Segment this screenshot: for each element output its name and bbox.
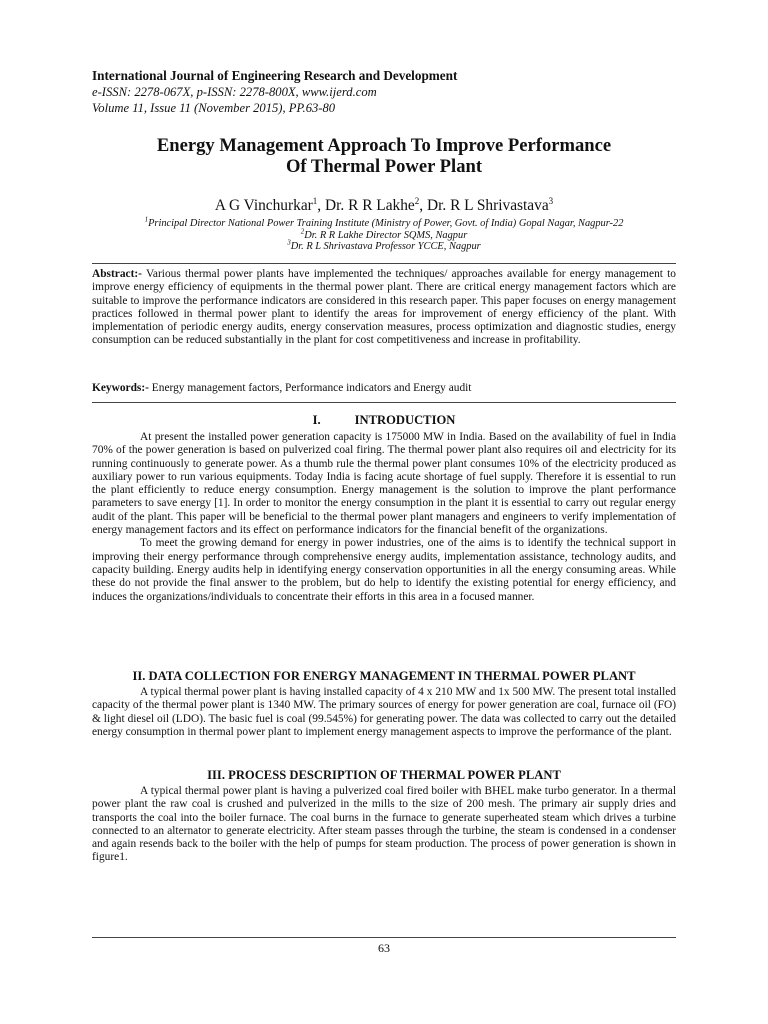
author-name: Dr. R L Shrivastava — [426, 197, 549, 214]
abstract-divider — [92, 402, 676, 403]
journal-name: International Journal of Engineering Research and Development — [92, 68, 458, 83]
keywords-text: Energy management factors, Performance indicators and Energy audit — [148, 382, 472, 394]
author-sup: 1 — [312, 195, 318, 206]
paper-title-line-2: Of Thermal Power Plant — [285, 156, 483, 177]
journal-header — [92, 68, 692, 116]
abstract-text: Various thermal power plants have implemented the techniques/ approaches available for energy management to improve energy efficiency of equipments in the thermal power plant. There are critical energy management factors which are suitable to improve the performance indicators are considered in this research paper. This paper focuses on energy management practices followed in thermal power plant to identify the areas for improvement of energy efficiency of the plant. With implementation of periodic energy audits, energy conservation measures, process optimization and diagnostic studies, energy consumption can be reduced substantially in the plant for cost competitiveness and increase in profitability. — [92, 268, 676, 347]
section-heading-introduction — [92, 413, 676, 428]
page-number: 63 — [378, 941, 390, 955]
affiliation-list — [92, 215, 676, 253]
affiliation-text: Dr. R L Shrivastava Professor YCCE, Nagpur — [290, 241, 481, 252]
author-separator: , — [317, 197, 325, 214]
affiliation — [92, 227, 676, 242]
affiliation-text: Dr. R R Lakhe Director SQMS, Nagpur — [304, 229, 468, 241]
section-number: I. — [312, 413, 321, 427]
paper-title — [92, 135, 676, 177]
section-heading-process-description — [92, 768, 676, 783]
affiliation — [92, 215, 676, 230]
journal-volume: Volume 11, Issue 11 (November 2015), PP.63-80 — [92, 101, 336, 115]
section-heading-data-collection — [92, 669, 676, 684]
paragraph: A typical thermal power plant is having a pulverized coal fired boiler with BHEL make turbo generator. In a thermal power plant the raw coal is crushed and pulverized in the mills to the size of 200 mesh. The primary air supply dries and transports the coal into the boiler furnace. The coal burns in the furnace to generate superheated steam which drives a turbine connected to an alternator to generate electricity. After steam passes through the turbine, the steam is condensed in a condenser and again resends back to the boiler with the help of pumps for steam production. The process of power generation is shown in figure1. — [92, 785, 676, 864]
affiliation-sup: 2 — [300, 227, 305, 236]
author-list — [92, 196, 676, 216]
keywords-label: Keywords:- — [92, 382, 149, 394]
author-name: A G Vinchurkar — [214, 197, 313, 214]
section-introduction-body — [92, 431, 676, 604]
author-separator: , — [419, 197, 427, 214]
author-name: Dr. R R Lakhe — [325, 197, 415, 214]
paragraph: A typical thermal power plant is having installed capacity of 4 x 210 MW and 1x 500 MW. The present total installed capacity of the thermal power plant is 1340 MW. The primary sources of energy for power generation are coal, furnace oil (FO) & light diesel oil (LDO). The basic fuel is coal (99.545%) for generating power. The data was collected to carry out the detailed energy consumption in thermal power plant to implement energy management aspects to improve the performance of the plant. — [92, 686, 676, 738]
author-sup: 3 — [548, 195, 554, 206]
abstract-label: Abstract:- — [92, 268, 142, 280]
section-data-collection-body — [92, 686, 676, 739]
section-title: III. PROCESS DESCRIPTION OF THERMAL POWER PLANT — [207, 768, 561, 782]
section-title: II. DATA COLLECTION FOR ENERGY MANAGEMENT IN THERMAL POWER PLANT — [132, 669, 636, 683]
section-process-description-body — [92, 785, 676, 865]
keywords — [92, 382, 676, 395]
abstract — [92, 268, 676, 348]
affiliation — [92, 238, 676, 253]
section-title: INTRODUCTION — [354, 413, 456, 427]
footer-divider — [92, 937, 676, 938]
journal-issn: e-ISSN: 2278-067X, p-ISSN: 2278-800X, www.ijerd.com — [92, 85, 377, 99]
paragraph: To meet the growing demand for energy in power industries, one of the aims is to identify the technical support in improving their energy performance through comprehensive energy audits, implementation assistance, technology audits, and capacity building. Energy audits help in identifying energy conservation opportunities in all the energy consuming areas. While these do not provide the final answer to the problem, but do help to identify the existing potential for energy efficiency, and induces the organizations/individuals to concentrate their efforts in this area in a focused manner. — [92, 537, 676, 603]
affiliation-text: Principal Director National Power Training Institute (Ministry of Power, Govt. of India) Gopal Nagar, Nagpur-22 — [148, 218, 624, 229]
affiliation-sup: 3 — [287, 238, 291, 247]
paragraph: At present the installed power generation capacity is 175000 MW in India. Based on the availability of fuel in India 70% of the power generation is based on pulverized coal firing. The thermal power plant also requires oil and electricity for its running continuously to generate power. As a thumb rule the thermal power plant consumes 10% of the electricity produced as auxiliary power to run various equipments. Today India is facing acute shortage of fuel supply. Therefore it is essential to run the plant efficiently to reduce energy consumption. Energy management is the solution to improve the plant performance parameters to save energy [1]. In order to monitor the energy consumption in the plant it is essential to carry out regular energy audit of the plant. This paper will be beneficial to the thermal power plant managers and engineers to verify implementation of energy management factors and its effect on performance indicators for the financial benefit of the organizations. — [92, 431, 676, 537]
author-sup: 2 — [414, 195, 420, 206]
top-divider — [92, 263, 676, 264]
paper-title-line-1: Energy Management Approach To Improve Performance — [156, 135, 612, 156]
affiliation-sup: 1 — [144, 215, 149, 224]
